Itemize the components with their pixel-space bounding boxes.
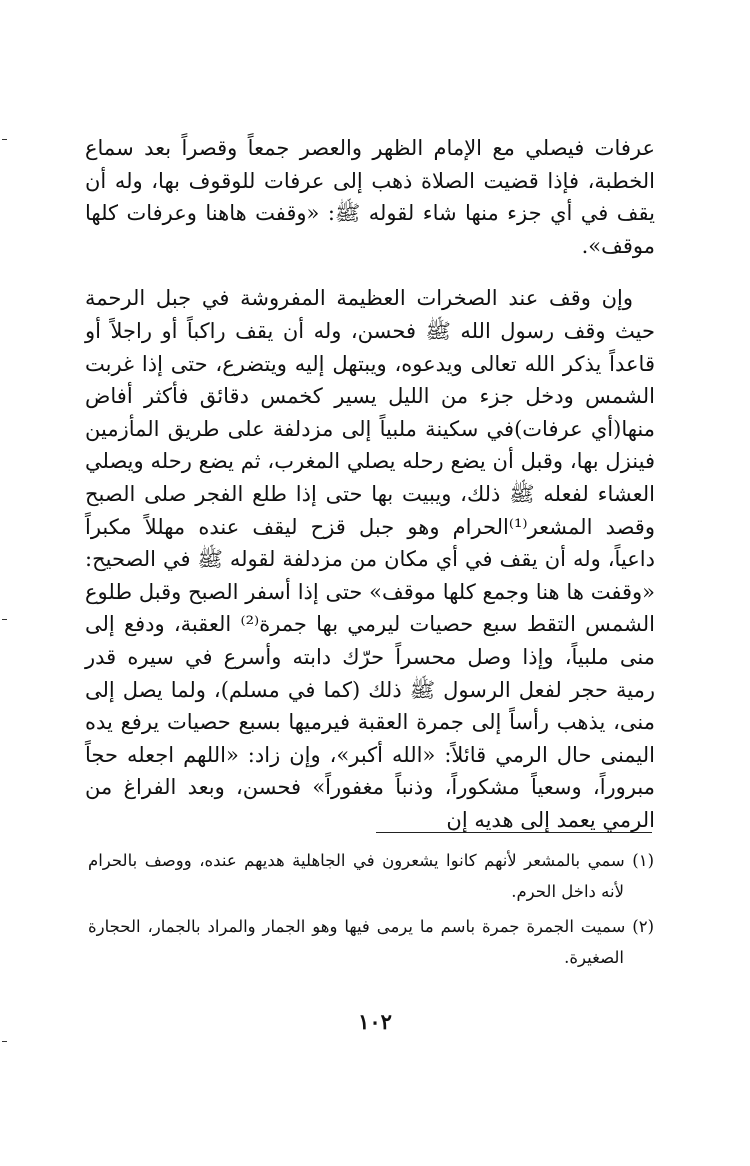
margin-mark	[2, 139, 7, 140]
main-text	[85, 132, 655, 856]
page-number: ١٠٢	[358, 1009, 392, 1034]
footnote: (١) سمي بالمشعر لأنهم كانوا يشعرون في الجاهلية هديهم عنده، ووصف بالحرام لأنه داخل الحرم.	[88, 851, 654, 901]
footnotes	[88, 845, 654, 977]
margin-mark	[2, 1041, 7, 1042]
margin-mark	[2, 619, 7, 620]
paragraph: وإن وقف عند الصخرات العظيمة المفروشة في جبل الرحمة حيث وقف رسول الله ﷺ فحسن، وله أن يقف راكباً أو راجلاً أو قاعداً يذكر الله تعالى ويدعوه، ويبتهل إليه ويتضرع، حتى إذا غربت الشمس ودخل جزء من الليل يسير كخمس دقائق فأكثر أفاض منها(أي عرفات)في سكينة ملبياً إلى مزدلفة على طريق المأزمين فينزل بها، وقبل أن يضع رحله يصلي المغرب، ثم يضع رحله ويصلي العشاء لفعله ﷺ ذلك، ويبيت بها حتى إذا طلع الفجر صلى الصبح وقصد المشعر⁽¹⁾الحرام وهو جبل قزح ليقف عنده مهللاً مكبراً داعياً، وله أن يقف في أي مكان من مزدلفة لقوله ﷺ في الصحيح: «وقفت ها هنا وجمع كلها موقف» حتى إذا أسفر الصبح وقبل طلوع الشمس التقط سبع حصيات ليرمي بها جمرة⁽²⁾ العقبة، ودفع إلى منى ملبياً، وإذا وصل محسراً حرّك دابته وأسرع في سيره قدر رمية حجر لفعل الرسول ﷺ ذلك (كما في مسلم)، ولما يصل إلى منى، يذهب رأساً إلى جمرة العقبة فيرميها بسبع حصيات يرفع يده اليمنى حال الرمي قائلاً: «الله أكبر»، وإن زاد: «اللهم اجعله حجاً مبروراً، وسعياً مشكوراً، وذنباً مغفوراً» فحسن، وبعد الفراغ من الرمي يعمد إلى هديه إن	[85, 286, 655, 832]
paragraph: عرفات فيصلي مع الإمام الظهر والعصر جمعاً وقصراً بعد سماع الخطبة، فإذا قضيت الصلاة ذهب إلى عرفات للوقوف بها، وله أن يقف في أي جزء منها شاء لقوله ﷺ: «وقفت هاهنا وعرفات كلها موقف».	[85, 136, 655, 258]
footnote: (٢) سميت الجمرة جمرة باسم ما يرمى فيها وهو الجمار والمراد بالجمار، الحجارة الصغيرة.	[88, 917, 654, 967]
footnote-separator	[376, 832, 652, 833]
